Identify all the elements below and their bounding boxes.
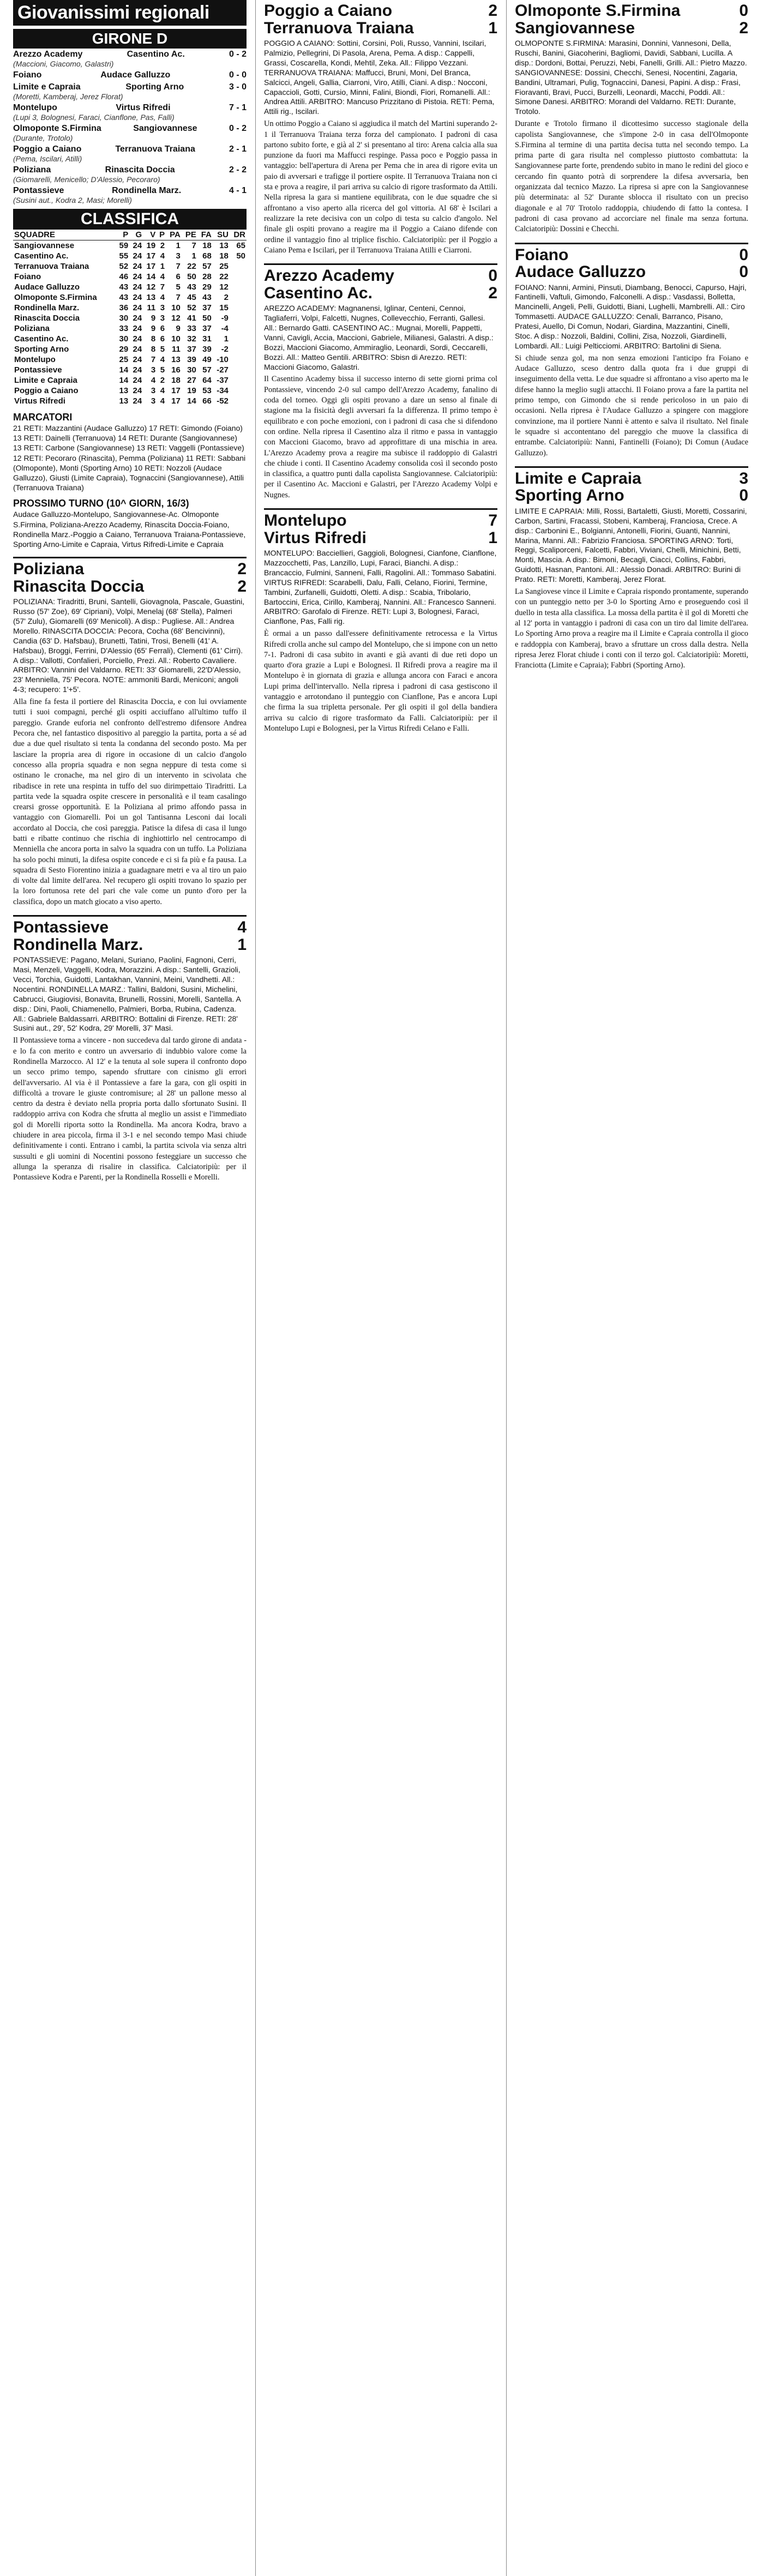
standings-value: 24 (133, 293, 142, 302)
standings-value: 25 (219, 262, 229, 271)
article-home-score: 4 (237, 918, 247, 937)
standings-value: 15 (219, 303, 229, 312)
girone-header: GIRONE D (13, 29, 247, 49)
standings-value: 24 (133, 355, 142, 364)
standings-value: 24 (133, 272, 142, 281)
standings-value: 6 (160, 324, 165, 333)
standings-col-header: FA (197, 230, 213, 240)
result-scorers: (Susini aut., Kodra 2, Masi; Morelli) (13, 196, 132, 204)
column-middle (264, 0, 497, 2576)
standings-value: 4 (160, 251, 165, 261)
standings-value: 2 (160, 241, 165, 250)
standings-value: 45 (187, 293, 196, 302)
standings-value: 14 (187, 396, 196, 406)
column-divider (506, 0, 507, 2576)
standings-team: Poggio a Caiano (14, 386, 79, 395)
result-home: Montelupo (13, 103, 57, 112)
result-row (13, 143, 247, 154)
result-score: 0 - 2 (229, 124, 247, 133)
standings-value: 24 (133, 314, 142, 323)
standings-value: 29 (119, 345, 129, 354)
result-row (13, 164, 247, 175)
standings-value: 2 (160, 376, 165, 385)
standings-value: 13 (119, 396, 129, 406)
standings-value: 6 (160, 334, 165, 344)
result-home: Foiano (13, 70, 42, 80)
standings-value: -4 (221, 324, 229, 333)
standings-row (13, 272, 247, 282)
standings-col-header: SQUADRE (13, 230, 116, 240)
standings-value: 24 (133, 251, 142, 261)
standings-value: 39 (187, 355, 196, 364)
standings-value: 17 (146, 251, 156, 261)
standings-value: 33 (187, 324, 196, 333)
prossimo-turno-title: PROSSIMO TURNO (10^ GIORN, 16/3) (13, 498, 189, 509)
column-left (13, 0, 247, 2576)
standings-value: 24 (133, 282, 142, 292)
article-body: La Sangiovese vince il Limite e Capraia rispondo prontamente, superando con un punteggio netto per 3-0 lo Sporting Arno e proseguendo così il duello in testa alla classifica. La mossa della partita è il gol di Moretti che al 12' porta in vantaggio i padroni di casa con un tiro dal limite dell'area. Lo Sporting Arno prova a reagire ma il Limite e Capraia controlla il gioco e raddoppia con Kamberaj, bravo a sfruttare un cross dalla destra. Nella ripresa Jerez Florat chiude i conti con il terzo gol. Calciatoripiù: Moretti, Franciotta (Limite e Capraia); Fabbri (Sporting Arno). (515, 587, 748, 670)
article-poggio (264, 0, 497, 256)
result-score: 7 - 1 (229, 103, 247, 112)
article-montelupo (264, 508, 497, 734)
article-home-score: 7 (488, 511, 497, 530)
result-score: 2 - 2 (229, 165, 247, 174)
standings-row (13, 261, 247, 272)
article-away-team: Rinascita Doccia (13, 577, 145, 595)
article-home-team: Poggio a Caiano (264, 2, 393, 20)
article-body: Si chiude senza gol, ma non senza emozioni l'anticipo fra Foiano e Audace Galluzzo, sceso dentro dalla quota fra i due gruppi di inseguimento della vetta. Le due squadre si affrontano a viso aperto ma le difese hanno la meglio sugli attacchi. Il Foiano prova a fare la partita nel primo tempo, con Gimondo che si rende pericoloso in un paio di occasioni. Nella ripresa è l'Audace Galluzzo a spingere con maggiore convinzione, ma il portiere Nanni è attento e salva il risultato. Nel finale le squadre si accontentano del pareggio che muove la classifica di entrambe. Calciatoripiù: Nanni, Fantinelli (Foiano); Di Comun (Audace Galluzzo). (515, 353, 748, 458)
standings-value: 12 (219, 282, 229, 292)
standings-row (13, 282, 247, 292)
standings-value: -27 (217, 365, 229, 375)
result-home: Olmoponte S.Firmina (13, 124, 101, 133)
result-row (13, 102, 247, 113)
result-away: Audace Galluzzo (100, 70, 171, 80)
article-home-team: Arezzo Academy (264, 267, 394, 285)
standings-value: 22 (219, 272, 229, 281)
article-home-team: Montelupo (264, 511, 347, 530)
standings-value: 9 (176, 324, 181, 333)
article-body: È ormai a un passo dall'essere definitivamente retrocessa e la Virtus Rifredi crolla anche sul campo del Montelupo, che si impone con un netto 7-1. Padroni di casa subito in avanti e già avanti di due reti dopo un quarto d'ora grazie a Lupi e Bolognesi. Il Rifredi prova a reagire ma il Montelupo è in giornata di grazia e allunga ancora con Faraci e ancora Lupi prima dell'intervallo. Nella ripresa i padroni di casa gestiscono il vantaggio e arrotondano il punteggio con Cianflone, Pas e ancora Lupi che firma la sua tripletta personale. Per gli ospiti il gol della bandiera arriva su calcio di rigore trasformato da Falli. Calciatoripiù: per il Montelupo Lupi e Bolognesi, per la Virtus Rifredi Celano e Falli. (264, 629, 497, 733)
article-home-team: Foiano (515, 245, 569, 264)
article-home-score: 2 (237, 560, 247, 579)
standings-value: 14 (146, 272, 156, 281)
standings-value: 24 (133, 334, 142, 344)
standings-value: 64 (202, 376, 212, 385)
standings-value: 43 (202, 293, 212, 302)
standings-value: 29 (202, 282, 212, 292)
prossimo-turno-text: Audace Galluzzo-Montelupo, Sangiovannese-Ac. Olmoponte S.Firmina, Poliziana-Arezzo Academy, Rinascita Doccia-Foiano, Rondinella Marz.-Poggio a Caiano, Terranuova Traiana-Pontassieve, Sporting Arno-Limite e Capraia, Virtus Rifredi-Limite e Capraia (13, 510, 246, 549)
article-formation: AREZZO ACADEMY: Magnanensi, Iglinar, Centeni, Cennoi, Tagliaferri, Volpi, Falcetti, Nugnes, Collevecchio, Ferranti, Gallesi. All.: Bernardo Gatti. CASENTINO AC.: Mugnai, Morelli, Pappetti, Vanni, Cavigli, Accia, Maccioni, Gabriele, Milianesi, Galastri. A disp.: Bozzi, Maccioni Giacomo, Ammiraglio, Leonardi, Sordi, Ceccarelli, Bozzi. All.: Matteo Gentili. ARBITRO: Sbisn di Arezzo. RETI: Maccioni Giacomo, Galastri. (264, 304, 494, 371)
standings-value: -37 (217, 376, 229, 385)
standings-value: -2 (221, 345, 229, 354)
standings-team: Foiano (14, 272, 41, 281)
section-masthead: Giovanissimi regionali (13, 0, 247, 26)
standings-value: 3 (151, 396, 156, 406)
standings-col-header: V (143, 230, 157, 240)
result-away: Terranuova Traiana (115, 145, 195, 154)
standings-row (13, 386, 247, 396)
standings-value: 13 (119, 386, 129, 395)
article-formation: MONTELUPO: Bacciellieri, Gaggioli, Bolognesi, Cianfone, Cianflone, Mazzocchetti, Pas, Lanzillo, Lupi, Faraci, Bianchi. A disp.: Brancaccio, Fulmini, Sanneni, Falli, Ragolini. All.: Tommaso Sabatini. VIRTUS RIFREDI: Scarabelli, Dalu, Falli, Celano, Fiorini, Termine, Tambini, Zurfanelli, Guidotti, Oletti. A disp.: Scabia, Tribolario, Bartoccini, Erica, Cirillo, Kamberaj, Nannini. All.: Francesco Sanneni. ARBITRO: Garofalo di Firenze. RETI: Lupi 3, Bolognesi, Faraci, Cianflone, Pas, Falli rig. (264, 549, 497, 626)
article-formation: OLMOPONTE S.FIRMINA: Marasini, Donnini, Vannesoni, Della, Ruschi, Banini, Giacoherini, Bagliomi, Davidi, Sabbani, Lucilla. A disp.: Dordoni, Bottai, Peruzzi, Nebi, Fanelli, Grilli. All.: Pietro Mazzo. SANGIOVANNESE: Dossini, Checchi, Senesi, Nocentini, Zagaria, Bandini, Ultramari, Pulig, Tognaccini, Danesi, Papini. A disp.: Frasi, Fioravanti, Bravi, Pucci, Burzelli, Leonardi, Macchi, Poddi. All.: Simone Danesi. ARBITRO: Morandi del Valdarno. RETI: Durante, Trotolo. (515, 39, 747, 116)
standings-value: 24 (133, 324, 142, 333)
standings-value: 17 (171, 396, 181, 406)
standings-value: 13 (146, 293, 156, 302)
standings-value: 30 (119, 334, 129, 344)
standings-value: 13 (219, 241, 229, 250)
standings-row (13, 292, 247, 303)
result-away: Sporting Arno (125, 82, 184, 92)
article-formation: FOIANO: Nanni, Armini, Pinsuti, Diambang, Benocci, Capurso, Hajri, Fantinelli, Vaftuli, Gimondo, Falconelli. A disp.: Vasdassi, Bolletta, Mancinelli, Angeli, Pelli, Guidotti, Biani, Lughelli, Mambrelli. All.: Ciro Tommasetti. AUDACE GALLUZZO: Cenali, Barranco, Pisano, Pratesi, Auello, Di Comun, Nodari, Giardina, Mazzantini, Cinelli, Stoc. A disp.: Nozzoli, Baldini, Collini, Zisa, Nozzoli, Giardinelli, Lombardi. All.: Luigi Pelticciomi. ARBITRO: Bartolini di Siena. (515, 282, 747, 350)
standings-row (13, 240, 247, 251)
standings-value: 30 (119, 314, 129, 323)
standings-value: 17 (171, 386, 181, 395)
result-score: 0 - 0 (229, 70, 247, 80)
result-away: Rondinella Marz. (112, 186, 182, 195)
standings-value: 4 (160, 396, 165, 406)
standings-value: 66 (202, 396, 212, 406)
standings-value: 12 (171, 314, 181, 323)
standings-value: 11 (171, 345, 181, 354)
standings-value: 24 (133, 365, 142, 375)
standings-value: -9 (221, 314, 229, 323)
standings-value: 5 (176, 282, 181, 292)
standings-value: 5 (160, 345, 165, 354)
standings-value: 43 (119, 282, 129, 292)
standings-table (13, 230, 247, 406)
article-away-team: Audace Galluzzo (515, 263, 646, 281)
standings-value: 7 (176, 262, 181, 271)
standings-value: 65 (236, 241, 245, 250)
standings-value: 27 (187, 376, 196, 385)
standings-value: 3 (176, 251, 181, 261)
standings-value: 18 (219, 251, 229, 261)
standings-value: 24 (133, 303, 142, 312)
standings-value: 1 (160, 262, 165, 271)
standings-team: Rinascita Doccia (14, 314, 80, 323)
article-foiano (515, 243, 748, 459)
article-formation: LIMITE E CAPRAIA: Milli, Rossi, Bartaletti, Giusti, Moretti, Cossarini, Carbon, Sartini, Fracassi, Stobeni, Kamberaj, Franciosa, Crece. A disp.: Carbonini E., Bolgianni, Antonelli, Fiorini, Guanti, Nannini, Marina, Manni. All.: Fabrizio Franciosa. SPORTING ARNO: Torti, Reggi, Scaliporceni, Falcetti, Fabbri, Viviani, Chelli, Minichini, Betti, Monti, Mascia. A disp.: Bimoni, Becagli, Ciacci, Collins, Fabbri, Guidotti, Hasnan, Pantoni. All.: Alessio Donadi. ARBITRO: Burini di Prato. RETI: Moretti, Kamberaj, Jerez Florat. (515, 506, 747, 584)
standings-col-header: P (157, 230, 166, 240)
result-row (13, 123, 247, 134)
standings-value: 24 (133, 376, 142, 385)
standings-value: 19 (187, 386, 196, 395)
result-scorers: (Pema, Iscilari, Atilli) (13, 154, 82, 163)
standings-value: 55 (119, 251, 129, 261)
result-home: Arezzo Academy (13, 50, 83, 59)
standings-value: 36 (119, 303, 129, 312)
standings-value: 14 (119, 376, 129, 385)
standings-value: 3 (160, 303, 165, 312)
marcatori-title: MARCATORI (13, 412, 73, 423)
standings-value: 52 (119, 262, 129, 271)
standings-row (13, 344, 247, 354)
article-body: Un ottimo Poggio a Caiano si aggiudica il match del Martini superando 2-1 il Terranuova Traiana terza forza del campionato. I padroni di casa partono subito forte, e già al 2' si presentano al tiro: Arena calcia alla sua punzione da fuori ma Maffucci respinge. Passa poco e Poggio passa in vantaggio: bell'apertura di Arena per Pema che in area di rigore evita un paio di avversari e trafigge il portiere ospite. Il Terranuova Traiana non ci sta e prova a reagire, il pari arriva su calcio di rigore trasformato da Attili. Nella ripresa la gara si mantiene equilibrata, con le due squadre che si affrontano a viso aperto alla ricerca del gol vittoria. Al 68' è Iscilari a realizzare la rete decisiva con un colpo di testa su calcio d'angolo. Nel finale gli ospiti provano a reagire ma il Poggio a Caiano difende con ordine il vantaggio fino al triplice fischio. Calciatoripiù: per il Poggio a Caiano Pema e Iscilari, per il Terranuova Traiana Atilli e Ciarroni. (264, 119, 497, 255)
article-body: Il Casentino Academy bissa il successo interno di sette giorni prima col Pontassieve, vincendo 2-0 sul campo dell'Arezzo Academy, fanalino di coda del torneo. Oggi gli ospiti provano a dare un senso al finale di stagione ma la fisicità degli avversari fa la differenza. Il primo tempo è equilibrato e con poche emozioni, con i padroni di casa che si difendono con ordine. Nella ripresa il Casentino alza il ritmo e passa in vantaggio con Maccioni Giacomo, bravo ad approfittare di una mischia in area. L'Arezzo Academy prova a reagire ma subisce il raddoppio di Galastri che chiude i conti. Il Casentino Academy consolida così il secondo posto in classifica, a quattro punti dalla capolista Sangiovannese. Calciatoripiù: per il Casentino Ac. Maccioni e Galastri, per l'Arezzo Academy Volpi e Nugnes. (264, 375, 497, 499)
standings-col-header: SU (213, 230, 230, 240)
standings-col-header: PE (182, 230, 197, 240)
article-body: Alla fine fa festa il portiere del Rinascita Doccia, e con lui ovviamente tutti i suoi compagni, perché gli ospiti acciuffano all'ultimo tuffo il pareggio. Grande euforia nel confronto dell'estremo difensore Andrea Pecora che, nel fantastico dispositivo al pareggio la partita, porta a sé ad due a due quel risultato si tenta la condanna del secondo posto. Ma per lasciare la propria area di rigore in occasione di un calcio d'angolo concesso alla propria squadra e non segna neppure di testa come si ostinano le cronache, ma nel giro di un intervento in scivolata che ribadisce in rete una respinta in tuffo del suo dirimpettaio Tiradritti. La partita vede la squadra ospite crescere in personalità e il team casalingo crearsi grosse opportunità. E la Poliziana al primo affondo passa in vantaggio con Giomarelli. Poi un gol Tantisanna Lesconi dai locali accordato al Doccia, che così pareggia. Patisce la difesa di casa il lungo batti e ribatte continuo che rischia di inghiottirlo nel centrocampo di Menniella che ancora porta in salvo la squadra con un tuffo. La Poliziana ha solo pochi minuti, la difesa ospite concede e ci si fa più e fa pausa. La squadra di Sesto Fiorentino inizia a guadagnare metri e va al tiro un paio di volte dal limite dell'area. Nel recupero gli ospiti trovano lo spazio per la loro fortunosa rete del pari che vale come un punto d'oro per la classifica, dopo un match giocato a viso aperto. (13, 697, 247, 906)
article-home-score: 0 (739, 2, 748, 20)
standings-row (13, 365, 247, 375)
standings-value: 13 (171, 355, 181, 364)
standings-value: 7 (151, 355, 156, 364)
article-olmoponte (515, 0, 748, 235)
article-away-team: Sporting Arno (515, 486, 624, 505)
standings-value: 4 (151, 376, 156, 385)
standings-value: 43 (187, 282, 196, 292)
standings-value: 37 (187, 345, 196, 354)
article-poliziana (13, 557, 247, 907)
result-scorers: (Durante, Trotolo) (13, 134, 73, 142)
result-home: Poggio a Caiano (13, 145, 82, 154)
article-home-score: 3 (739, 469, 748, 487)
article-home-score: 2 (488, 2, 497, 20)
article-pontassieve (13, 915, 247, 1183)
standings-team: Sporting Arno (14, 345, 69, 354)
standings-value: 4 (160, 386, 165, 395)
standings-value: 1 (191, 251, 196, 261)
standings-value: 4 (160, 293, 165, 302)
standings-value: 12 (146, 282, 156, 292)
standings-value: -10 (217, 355, 229, 364)
standings-value: 41 (187, 314, 196, 323)
standings-value: 7 (160, 282, 165, 292)
standings-team: Terranuova Traiana (14, 262, 89, 271)
standings-value: 50 (202, 314, 212, 323)
standings-value: 3 (151, 365, 156, 375)
standings-col-header: P (116, 230, 129, 240)
article-formation: POLIZIANA: Tiradritti, Bruni, Santelli, Giovagnola, Pascale, Guastini, Russo (57' Zoe), 69' Cipriani), Volpi, Menelaj (68' Stella), Palmeri (57' Zulu), Giomarelli (69' Menicoli). A disp.: Pugliese. All.: Andrea Morello. RINASCITA DOCCIA: Pecora, Cocha (68' Bencivinni), Candia (63' D. Hafsbau), Brunetti, Tatini, Trosi, Benelli (41' A. Hafsbau), Broggi, Ferrini, D'Alessio (65' Ferrali), Clementi (61' Cirri). A disp.: Vallotti, Confalieri, Porciello, Prezi. All.: Roberto Cavaliere. ARBITRO: Vannini del Valdarno. RETI: 33' Giomarelli, 22'D'Alessio, 23' Menniella, 75' Pecora. NOTE: ammoniti Bardi, Meniconi; angoli 4-3; recupero: 1'+5'. (13, 597, 245, 694)
standings-value: 18 (202, 241, 212, 250)
standings-value: 10 (171, 334, 181, 344)
standings-value: 30 (187, 365, 196, 375)
standings-row (13, 251, 247, 261)
standings-row (13, 323, 247, 334)
standings-team: Limite e Capraia (14, 376, 77, 385)
standings-team: Poliziana (14, 324, 50, 333)
standings-value: 22 (187, 262, 196, 271)
standings-team: Audace Galluzzo (14, 282, 80, 292)
standings-value: 37 (202, 324, 212, 333)
article-away-score: 0 (739, 486, 748, 505)
standings-value: 7 (191, 241, 196, 250)
standings-row (13, 334, 247, 344)
article-limite (515, 466, 748, 671)
standings-value: 46 (119, 272, 129, 281)
article-away-score: 0 (739, 263, 748, 281)
standings-value: 39 (202, 345, 212, 354)
result-scorers: (Maccioni, Giacomo, Galastri) (13, 59, 114, 68)
article-home-team: Limite e Capraia (515, 469, 641, 487)
standings-value: 49 (202, 355, 212, 364)
standings-value: 33 (119, 324, 129, 333)
standings-team: Montelupo (14, 355, 56, 364)
article-away-score: 2 (739, 19, 748, 37)
standings-team: Virtus Rifredi (14, 396, 65, 406)
standings-value: 1 (224, 334, 229, 344)
standings-value: 11 (147, 303, 156, 312)
standings-value: 10 (171, 303, 181, 312)
standings-value: 19 (146, 241, 156, 250)
article-home-score: 0 (739, 245, 748, 264)
standings-value: 24 (133, 345, 142, 354)
standings-value: 9 (151, 314, 156, 323)
article-body: Il Pontassieve torna a vincere - non succedeva dal tardo girone di andata - e lo fa con merito e contro un avversario di indubbio valore come la Rondinella Marzocco. Al 12' e la tenuta al sole supera il confronto dopo un secco primo tempo, sapendo sfruttare con cinismo gli errori dell'avversario. Al via è il Pontassieve a fare la gara, con gli ospiti in difficoltà a trovare le giuste contromisure; al 28' un pallone messo al centro da destra è deviato nella propria porta dallo sfortunato Susini. Il raddoppio arriva con Kodra che sfrutta al meglio un assist e l'immediato gol di Morelli riporta sotto la Rondinella. Ma ancora Kodra, bravo a chiudere in area piccola, firma il 3-1 e nel secondo tempo Masi chiude definitivamente i conti. Entrano i cambi, la partita scivola via senza altri sussulti e gli uomini di Nocentini possono festeggiare un successo che allunga la speranza di risalire in classifica. Calciatoripiù: per il Pontassieve Kodra e Parenti, per la Rondinella Rosselli e Morelli. (13, 1036, 247, 1182)
standings-value: 8 (151, 345, 156, 354)
result-row (13, 81, 247, 92)
result-score: 3 - 0 (229, 82, 247, 92)
standings-value: 2 (224, 293, 229, 302)
result-score: 2 - 1 (229, 145, 247, 154)
standings-team: Casentino Ac. (14, 251, 69, 261)
standings-value: 31 (202, 334, 212, 344)
standings-col-header: G (129, 230, 143, 240)
standings-value: 3 (160, 314, 165, 323)
standings-value: 4 (160, 272, 165, 281)
standings-value: 8 (151, 334, 156, 344)
standings-value: 28 (202, 272, 212, 281)
result-away: Virtus Rifredi (116, 103, 171, 112)
article-arezzo (264, 263, 497, 501)
standings-value: 50 (236, 251, 245, 261)
result-scorers: (Giomarelli, Menicello; D'Alessio, Pecoraro) (13, 175, 160, 184)
standings-team: Pontassieve (14, 365, 62, 375)
standings-value: 43 (119, 293, 129, 302)
standings-value: 32 (187, 334, 196, 344)
result-away: Sangiovannese (133, 124, 197, 133)
standings-row (13, 313, 247, 323)
standings-header: CLASSIFICA (13, 209, 247, 230)
standings-value: 5 (160, 365, 165, 375)
standings-value: 4 (160, 355, 165, 364)
standings-value: 24 (133, 396, 142, 406)
standings-value: 24 (133, 262, 142, 271)
standings-team: Casentino Ac. (14, 334, 69, 344)
standings-value: 57 (202, 262, 212, 271)
standings-col-header: PA (166, 230, 182, 240)
standings-row (13, 375, 247, 386)
result-home: Poliziana (13, 165, 51, 174)
article-formation: PONTASSIEVE: Pagano, Melani, Suriano, Paolini, Fagnoni, Cerri, Masi, Menzeli, Vaggelli, Kodra, Morazzini. A disp.: Santelli, Grazioli, Vecci, Torchia, Guidotti, Lantakhan, Vannini, Meini, Vandhetti. All.: Nocentini. RONDINELLA MARZ.: Tallini, Baldoni, Susini, Michelini, Cabrucci, Giugiovisi, Bonavita, Brunelli, Rossini, Morelli, Santella. A disp.: Dini, Paoli, Chiamenello, Palmieri, Borba, Rubina, Cadenza. All.: Gabriele Baldassarri. ARBITRO: Bottalini di Firenze. RETI: 28' Susini aut., 29', 52' Kodra, 29' Morelli, 37' Masi. (13, 955, 241, 1033)
article-away-team: Terranuova Traiana (264, 19, 414, 37)
article-away-team: Sangiovannese (515, 19, 635, 37)
article-away-score: 1 (488, 19, 497, 37)
marcatori-text: 21 RETI: Mazzantini (Audace Galluzzo) 17 RETI: Gimondo (Foiano) 13 RETI: Dainelli (Terranuova) 14 RETI: Durante (Sangiovannese) 13 RETI: Carbone (Sangiovannese) 13 RETI: Vaggelli (Pontassieve) 12 RETI: Pecoraro (Rinascita), Pemma (Poliziana) 11 RETI: Sabbani (Olmoponte), Monti (Sporting Arno) 10 RETI: Nozzoli (Audace Galluzzo), Giusti (Limite Capraia), Tognaccini (Sangiovannese), Attili (Terranuova Traiana) (13, 424, 246, 492)
article-away-team: Virtus Rifredi (264, 528, 367, 547)
standings-row (13, 354, 247, 365)
article-body: Durante e Trotolo firmano il dicottesimo successo stagionale della capolista Sangiovannese, che s'impone 2-0 in casa dell'Olmoponte S.Firmina al termine di una partita decisa tutta nel secondo tempo. La prima parte di gara risulta nel complesso piuttosto combattuta: la Sangiovannese parte forte, prendendo subito in mano le redini del gioco e cercando fin quanto potrà di sorprendere la difesa avversaria, ben organizzata dal tecnico Mazzo. La ripresa si apre con la Sangiovannese più determinata: al 52' Durante sblocca il risultato con un preciso diagonale e al 70' Trotolo raddoppia, chiudendo di fatto la contesa. I padroni di casa provano ad accorciare nel finale ma senza fortuna. Calciatoripiù: Dossini e Checchi. (515, 119, 748, 234)
result-row (13, 69, 247, 80)
standings-value: 6 (176, 272, 181, 281)
standings-value: 50 (187, 272, 196, 281)
column-right (515, 0, 748, 2576)
results-list (13, 49, 247, 204)
standings-value: -52 (217, 396, 229, 406)
result-scorers: (Moretti, Kamberaj, Jerez Florat) (13, 92, 123, 101)
result-row (13, 49, 247, 59)
article-away-team: Rondinella Marz. (13, 935, 143, 954)
standings-value: 7 (176, 293, 181, 302)
standings-value: 24 (133, 241, 142, 250)
standings-value: 52 (187, 303, 196, 312)
standings-value: 37 (202, 303, 212, 312)
article-away-score: 1 (488, 528, 497, 547)
standings-value: 9 (151, 324, 156, 333)
result-score: 0 - 2 (229, 50, 247, 59)
standings-head-row (13, 230, 247, 240)
standings-value: 53 (202, 386, 212, 395)
article-home-team: Poliziana (13, 560, 85, 579)
result-away: Casentino Ac. (127, 50, 185, 59)
standings-value: 57 (202, 365, 212, 375)
standings-row (13, 396, 247, 406)
standings-value: 25 (119, 355, 129, 364)
standings-value: -34 (217, 386, 229, 395)
standings-value: 16 (171, 365, 181, 375)
standings-value: 1 (176, 241, 181, 250)
article-formation: POGGIO A CAIANO: Sottini, Corsini, Poli, Russo, Vannini, Iscilari, Palmizio, Pellegrini, Di Pasola, Arena, Pema. A disp.: Cappelli, Grassi, Coscarella, Kondi, Mehtil, Zeka. All.: Filippo Vezzani. TERRANUOVA TRAIANA: Maffucci, Bruni, Moni, Del Branca, Salcicci, Angeli, Gallia, Ciarroni, Viro, Atilli, Ciani. A disp.: Nocconi, Capaccioli, Gotti, Cursio, Minni, Falini, Biondi, Fiori, Romanelli. All.: Andrea Attili. ARBITRO: Mancuso Prizzitano di Pistoia. RETI: Pema, Attili rig., Iscilari. (264, 39, 495, 116)
standings-value: 3 (151, 386, 156, 395)
standings-team: Olmoponte S.Firmina (14, 293, 97, 302)
result-away: Rinascita Doccia (105, 165, 175, 174)
standings-value: 18 (171, 376, 181, 385)
standings-value: 59 (119, 241, 129, 250)
standings-value: 14 (119, 365, 129, 375)
standings-row (13, 303, 247, 313)
result-scorers: (Lupi 3, Bolognesi, Faraci, Cianflone, Pas, Falli) (13, 113, 175, 122)
article-away-score: 2 (237, 577, 247, 595)
article-home-team: Pontassieve (13, 918, 109, 937)
result-row (13, 185, 247, 196)
standings-value: 24 (133, 386, 142, 395)
standings-value: 68 (202, 251, 212, 261)
article-away-score: 1 (237, 935, 247, 954)
article-home-team: Olmoponte S.Firmina (515, 2, 681, 20)
standings-col-header: DR (230, 230, 247, 240)
result-score: 4 - 1 (229, 186, 247, 195)
article-away-score: 2 (488, 284, 497, 302)
result-home: Pontassieve (13, 186, 64, 195)
article-home-score: 0 (488, 267, 497, 285)
result-home: Limite e Capraia (13, 82, 81, 92)
standings-team: Rondinella Marz. (14, 303, 80, 312)
column-divider (255, 0, 256, 2576)
article-away-team: Casentino Ac. (264, 284, 373, 302)
standings-team: Sangiovannese (14, 241, 75, 250)
standings-value: 17 (146, 262, 156, 271)
